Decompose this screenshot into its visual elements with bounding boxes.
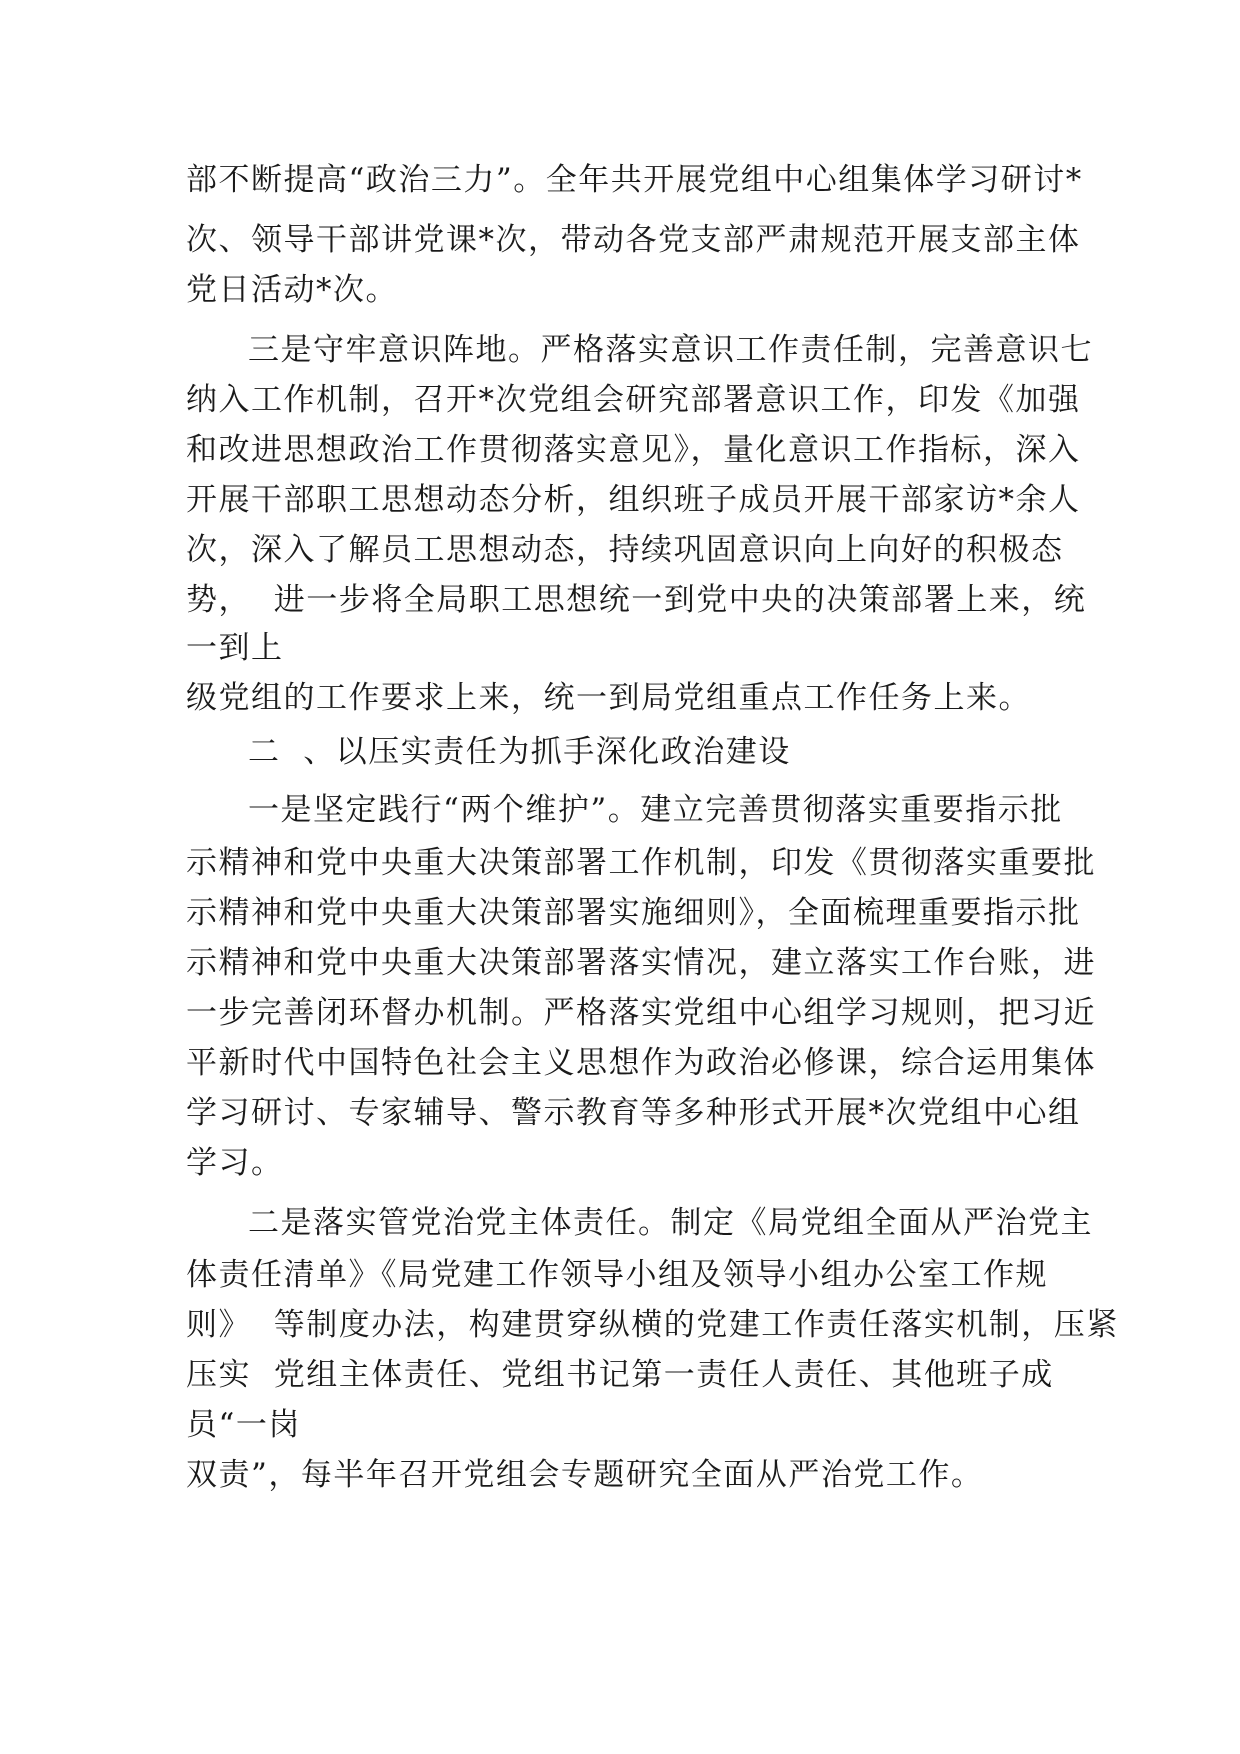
text-line: 学习研讨、专家辅导、警示教育等多种形式开展*次党组中心组 xyxy=(186,1095,1081,1131)
text-line: 二是落实管党治党主体责任。制定《局党组全面从严治党主 xyxy=(248,1205,1093,1241)
text-line: 平新时代中国特色社会主义思想作为政治必修课，综合运用集体 xyxy=(186,1045,1096,1081)
text-line: 压实 党组主体责任、党组书记第一责任人责任、其他班子成 xyxy=(186,1357,1054,1393)
text-line: 部不断提高“政治三力”。全年共开展党组中心组集体学习研讨* xyxy=(186,162,1083,198)
text-line: 员“一岗 xyxy=(186,1407,301,1443)
text-line: 纳入工作机制，召开*次党组会研究部署意识工作，印发《加强 xyxy=(186,382,1081,418)
text-line: 双责”，每半年召开党组会专题研究全面从严治党工作。 xyxy=(186,1457,984,1493)
text-line: 体责任清单》《局党建工作领导小组及领导小组办公室工作规 xyxy=(186,1257,1048,1293)
text-line: 次、领导干部讲党课*次，带动各党支部严肃规范开展支部主体 xyxy=(186,222,1081,258)
text-line: 和改进思想政治工作贯彻落实意见》，量化意识工作指标，深入 xyxy=(186,432,1081,468)
text-line: 一到上 xyxy=(186,630,284,666)
text-line: 示精神和党中央重大决策部署工作机制，印发《贯彻落实重要批 xyxy=(186,845,1096,881)
text-line: 开展干部职工思想动态分析，组织班子成员开展干部家访*余人 xyxy=(186,482,1081,518)
text-line: 势， 进一步将全局职工思想统一到党中央的决策部署上来，统 xyxy=(186,582,1087,618)
text-line: 一是坚定践行“两个维护”。建立完善贯彻落实重要指示批 xyxy=(248,792,1063,828)
text-line: 次，深入了解员工思想动态，持续巩固意识向上向好的积极态 xyxy=(186,532,1064,568)
text-line: 级党组的工作要求上来，统一到局党组重点工作任务上来。 xyxy=(186,680,1031,716)
section-heading: 二 、以压实责任为抓手深化政治建设 xyxy=(248,734,791,770)
text-line: 示精神和党中央重大决策部署实施细则》，全面梳理重要指示批 xyxy=(186,895,1081,931)
text-line: 党日活动*次。 xyxy=(186,272,398,308)
text-line: 则》 等制度办法，构建贯穿纵横的党建工作责任落实机制，压紧 xyxy=(186,1307,1119,1343)
text-line: 一步完善闭环督办机制。严格落实党组中心组学习规则，把习近 xyxy=(186,995,1096,1031)
text-line: 示精神和党中央重大决策部署落实情况，建立落实工作台账，进 xyxy=(186,945,1096,981)
text-line: 三是守牢意识阵地。严格落实意识工作责任制，完善意识七 xyxy=(248,332,1093,368)
text-line: 学习。 xyxy=(186,1145,284,1181)
